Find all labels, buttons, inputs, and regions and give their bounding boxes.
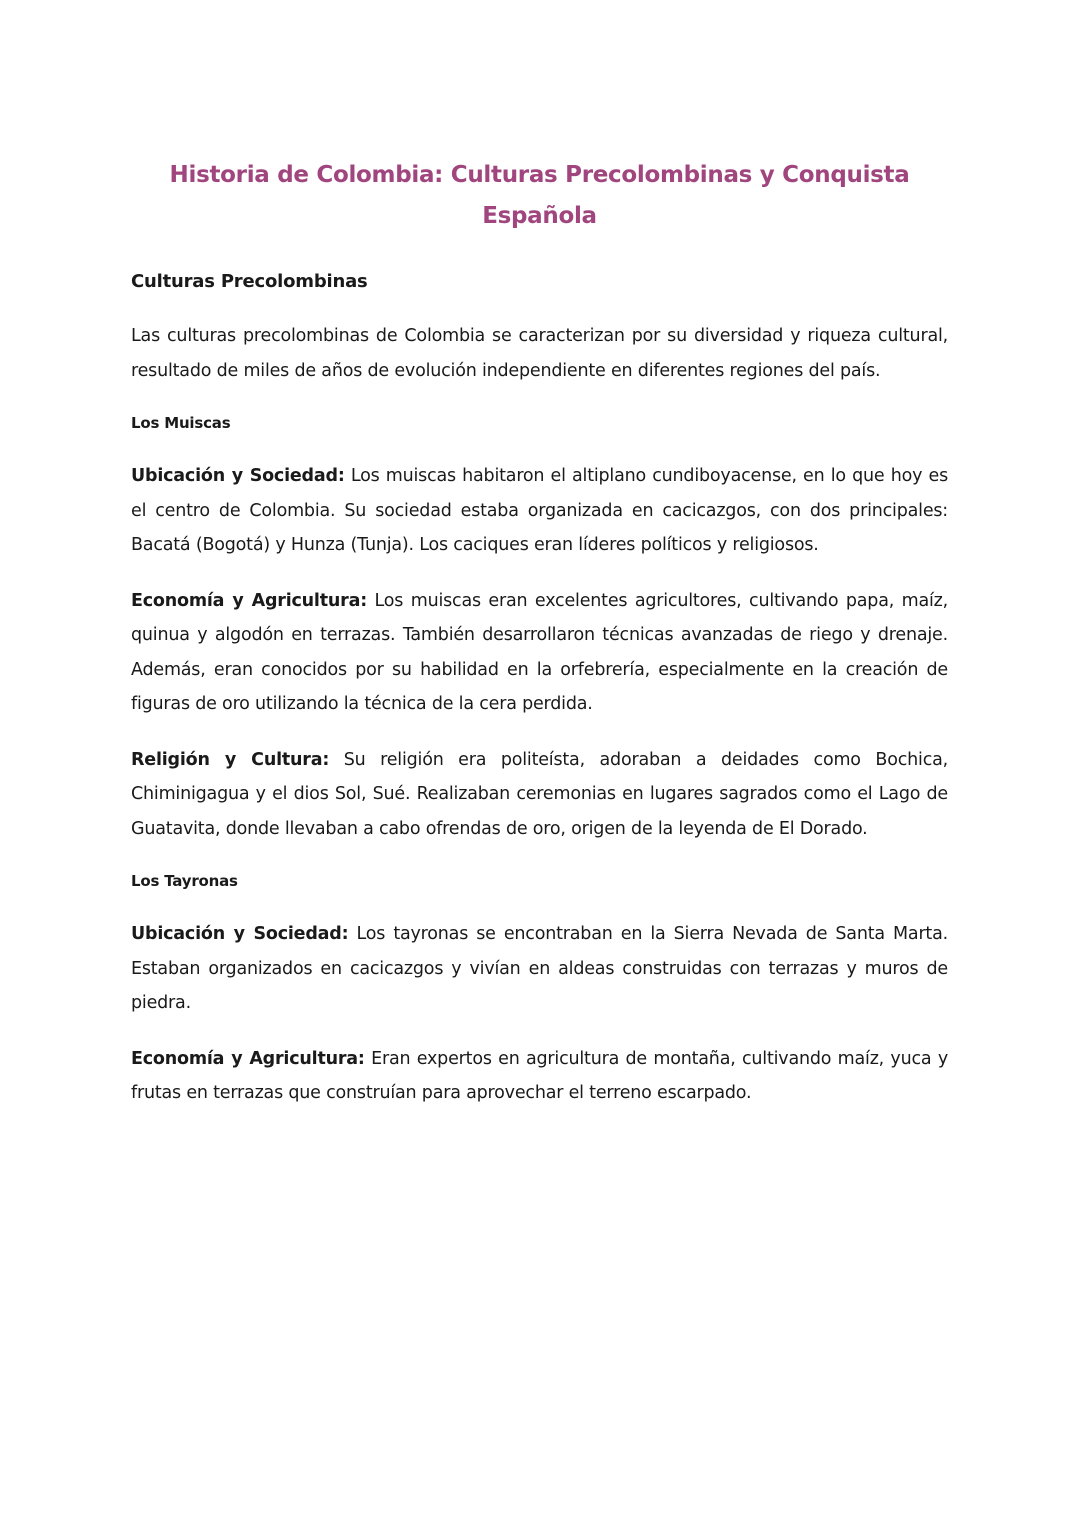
intro-paragraph: Las culturas precolombinas de Colombia se caracterizan por su diversidad y riqueza cultural, resultado de miles de años de evolución independiente en diferentes regiones del país. <box>131 326 948 381</box>
muiscas-economia-label: Economía y Agricultura: <box>131 590 367 611</box>
document-page <box>131 155 948 1132</box>
subheading-muiscas: Los Muiscas <box>131 414 231 432</box>
muiscas-economia-text: Los muiscas eran excelentes agricultores, cultivando papa, maíz, quinua y algodón en terrazas. También desarrollaron técnicas avanzadas de riego y drenaje. Además, eran conocidos por su habilidad en la orfebrería, especialmente en la creación de figuras de oro utilizando la técnica de la cera perdida. <box>131 590 948 714</box>
document-title: Historia de Colombia: Culturas Precolombinas y Conquista Española <box>169 162 910 229</box>
tayronas-ubicacion-label: Ubicación y Sociedad: <box>131 924 349 944</box>
muiscas-religion-label: Religión y Cultura: <box>131 749 330 770</box>
tayronas-economia-text: Eran expertos en agricultura de montaña, cultivando maíz, yuca y frutas en terrazas que construían para aprovechar el terreno escarpado. <box>131 1048 948 1103</box>
tayronas-ubicacion-text: Los tayronas se encontraban en la Sierra Nevada de Santa Marta. Estaban organizados en cacicazgos y vivían en aldeas construidas con terrazas y muros de piedra. <box>131 924 948 1013</box>
tayronas-economia-paragraph <box>131 1042 948 1111</box>
subheading-tayronas: Los Tayronas <box>131 872 238 890</box>
tayronas-ubicacion-paragraph <box>131 917 948 1021</box>
muiscas-religion-text: Su religión era politeísta, adoraban a deidades como Bochica, Chiminigagua y el dios Sol, Sué. Realizaban ceremonias en lugares sagrados como el Lago de Guatavita, donde llevaban a cabo ofrendas de oro, origen de la leyenda de El Dorado. <box>131 749 948 839</box>
tayronas-economia-label: Economía y Agricultura: <box>131 1048 365 1069</box>
muiscas-ubicacion-label: Ubicación y Sociedad: <box>131 466 345 486</box>
muiscas-economia-paragraph <box>131 584 948 722</box>
muiscas-ubicacion-paragraph <box>131 459 948 563</box>
muiscas-religion-paragraph <box>131 743 948 847</box>
section-heading-precolombinas: Culturas Precolombinas <box>131 271 368 292</box>
muiscas-ubicacion-text: Los muiscas habitaron el altiplano cundiboyacense, en lo que hoy es el centro de Colombia. Su sociedad estaba organizada en cacicazgos, con dos principales: Bacatá (Bogotá) y Hunza (Tunja). Los caciques eran líderes políticos y religiosos. <box>131 466 948 555</box>
